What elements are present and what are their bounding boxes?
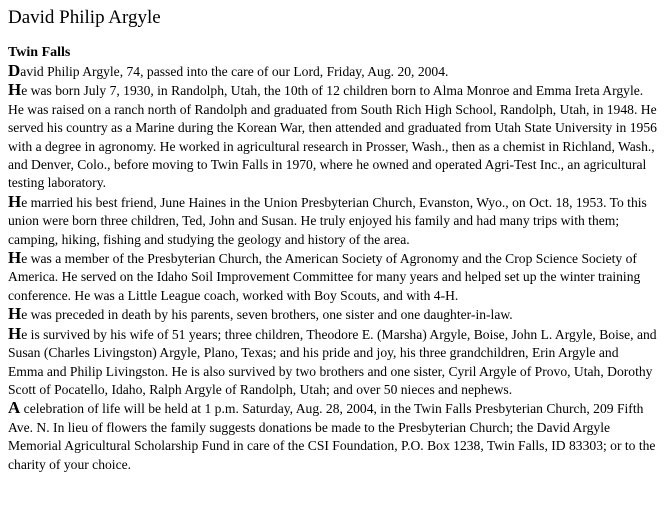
paragraph-text: e was preceded in death by his parents, seven brothers, one sister and one daughter-in-law.: [21, 307, 513, 323]
paragraph-4: [8, 249, 657, 305]
paragraph-text: e married his best friend, June Haines in the Union Presbyterian Church, Evanston, Wyo., on Oct. 18, 1953. To this union were born three children, Ted, John and Susan. He truly enjoyed his family and had many trips with them; camping, hiking, fishing and studying the geology and history of the area.: [8, 194, 647, 247]
paragraph-6: [8, 325, 657, 400]
paragraph-initial: H: [8, 191, 22, 211]
location-heading: Twin Falls: [8, 45, 71, 60]
paragraph-5: [8, 305, 657, 324]
paragraph-text: avid Philip Argyle, 74, passed into the care of our Lord, Friday, Aug. 20, 2004.: [20, 64, 449, 79]
paragraph-initial: D: [8, 61, 21, 80]
page-title: David Philip Argyle: [8, 7, 161, 28]
paragraph-text: celebration of life will be held at 1 p.m. Saturday, Aug. 28, 2004, in the Twin Falls Presbyterian Church, 209 Fifth Ave. N. In lieu of flowers the family suggests donations be made to the Presbyterian Church; the David Argyle Memorial Agricultural Scholarship Fund in care of the CSI Foundation, P.O. Box 1238, Twin Falls, ID 83303; or to the charity of your choice.: [8, 401, 656, 472]
paragraph-text: e is survived by his wife of 51 years; three children, Theodore E. (Marsha) Argyle, Boise, John L. Argyle, Boise, and Susan (Charles Livingston) Argyle, Plano, Texas; and his pride and joy, his three grandchildren, Erin Argyle and Emma and Philip Livingston. He is also survived by two brothers and one sister, Cyril Argyle of Provo, Utah, Dorothy Scott of Pocatello, Idaho, Ralph Argyle of Randolph, Utah; and over 50 nieces and nephews.: [8, 326, 657, 397]
paragraph-1: [8, 62, 657, 81]
paragraph-text: e was a member of the Presbyterian Church, the American Society of Agronomy and the Crop Science Society of America. He served on the Idaho Soil Improvement Committee for many years and helped set up the winter training conference. He was a Little League coach, worked with Boy Scouts, and with 4-H.: [8, 251, 641, 303]
paragraph-2: [8, 81, 657, 192]
paragraph-initial: H: [8, 304, 22, 324]
paragraph-7: [8, 399, 657, 474]
paragraph-initial: H: [8, 248, 22, 268]
paragraph-text: e was born July 7, 1930, in Randolph, Utah, the 10th of 12 children born to Alma Monroe and Emma Ireta Argyle. He was raised on a ranch north of Randolph and graduated from South Rich High School, Randolph, Utah, in 1948. He served his country as a Marine during the Korean War, then attended and graduated from Utah State University in 1956 with a degree in agronomy. He worked in agricultural research in Prosser, Wash., then as a chemist in Richland, Wash., and Denver, Colo., before moving to Twin Falls in 1970, where he owned and operated Agri-Test Inc., an agricultural testing laboratory.: [8, 83, 657, 191]
paragraph-initial: H: [8, 323, 22, 343]
paragraph-initial: H: [8, 80, 22, 100]
paragraph-3: [8, 193, 657, 249]
paragraph-initial: A: [8, 398, 21, 418]
